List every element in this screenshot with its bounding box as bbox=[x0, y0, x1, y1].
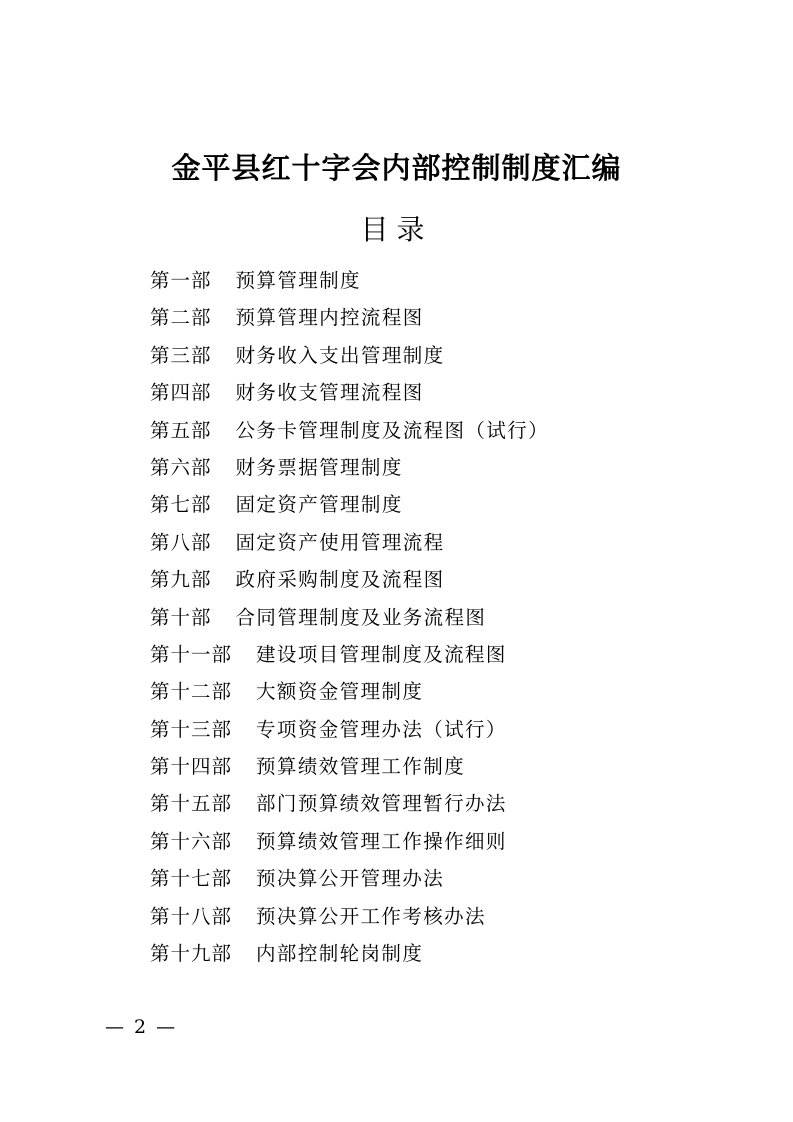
toc-part-label: 第四部 bbox=[150, 381, 212, 405]
toc-item-6 bbox=[150, 449, 549, 486]
toc-part-label: 第七部 bbox=[150, 493, 212, 517]
toc-item-8 bbox=[150, 524, 549, 561]
toc-item-2 bbox=[150, 299, 549, 336]
toc-part-label: 第十部 bbox=[150, 605, 212, 629]
toc-item-3 bbox=[150, 337, 549, 374]
table-of-contents bbox=[150, 262, 549, 972]
toc-section-title: 建设项目管理制度及流程图 bbox=[256, 642, 507, 666]
toc-item-11 bbox=[150, 636, 549, 673]
toc-section-title: 预决算公开管理办法 bbox=[256, 867, 445, 891]
toc-part-label: 第二部 bbox=[150, 306, 212, 330]
toc-section-title: 公务卡管理制度及流程图（试行） bbox=[235, 418, 550, 442]
toc-item-12 bbox=[150, 673, 549, 710]
toc-section-title: 固定资产使用管理流程 bbox=[235, 530, 445, 554]
toc-part-label: 第十五部 bbox=[150, 792, 233, 816]
toc-section-title: 预算管理制度 bbox=[235, 269, 361, 292]
toc-item-13 bbox=[150, 711, 549, 748]
toc-part-label: 第十七部 bbox=[150, 867, 233, 891]
toc-item-1 bbox=[150, 262, 549, 299]
toc-section-title: 政府采购制度及流程图 bbox=[235, 568, 445, 592]
toc-item-16 bbox=[150, 823, 549, 860]
toc-part-label: 第三部 bbox=[150, 343, 212, 367]
toc-section-title: 财务票据管理制度 bbox=[235, 455, 403, 479]
toc-part-label: 第十八部 bbox=[150, 904, 233, 928]
toc-item-18 bbox=[150, 898, 549, 935]
toc-item-10 bbox=[150, 599, 549, 636]
toc-part-label: 第十四部 bbox=[150, 755, 233, 779]
toc-heading: 目录 bbox=[360, 213, 433, 246]
toc-part-label: 第八部 bbox=[150, 530, 212, 554]
toc-part-label: 第十九部 bbox=[150, 942, 233, 966]
toc-item-4 bbox=[150, 374, 549, 411]
toc-section-title: 预决算公开工作考核办法 bbox=[256, 904, 486, 928]
toc-section-title: 预算绩效管理工作操作细则 bbox=[256, 829, 507, 853]
toc-part-label: 第十六部 bbox=[150, 829, 233, 853]
document-title: 金平县红十字会内部控制制度汇编 bbox=[171, 151, 622, 185]
toc-section-title: 合同管理制度及业务流程图 bbox=[235, 605, 487, 629]
toc-part-label: 第一部 bbox=[150, 269, 212, 292]
toc-item-9 bbox=[150, 561, 549, 598]
toc-section-title: 部门预算绩效管理暂行办法 bbox=[256, 792, 507, 816]
toc-section-title: 财务收入支出管理制度 bbox=[235, 343, 445, 367]
toc-item-7 bbox=[150, 486, 549, 523]
toc-part-label: 第五部 bbox=[150, 418, 212, 442]
toc-section-title: 固定资产管理制度 bbox=[235, 493, 403, 517]
toc-item-15 bbox=[150, 785, 549, 822]
toc-section-title: 预算绩效管理工作制度 bbox=[256, 755, 466, 779]
toc-section-title: 内部控制轮岗制度 bbox=[256, 942, 424, 966]
toc-item-17 bbox=[150, 860, 549, 897]
toc-part-label: 第十一部 bbox=[150, 642, 233, 666]
toc-item-5 bbox=[150, 412, 549, 449]
toc-section-title: 大额资金管理制度 bbox=[256, 680, 424, 704]
toc-section-title: 预算管理内控流程图 bbox=[235, 306, 424, 330]
toc-part-label: 第十二部 bbox=[150, 680, 233, 704]
toc-part-label: 第六部 bbox=[150, 455, 212, 479]
toc-item-19 bbox=[150, 935, 549, 972]
toc-part-label: 第九部 bbox=[150, 568, 212, 592]
toc-item-14 bbox=[150, 748, 549, 785]
toc-section-title: 专项资金管理办法（试行） bbox=[256, 717, 507, 741]
toc-part-label: 第十三部 bbox=[150, 717, 233, 741]
page-number: — 2 — bbox=[105, 1016, 178, 1038]
toc-section-title: 财务收支管理流程图 bbox=[235, 381, 424, 405]
